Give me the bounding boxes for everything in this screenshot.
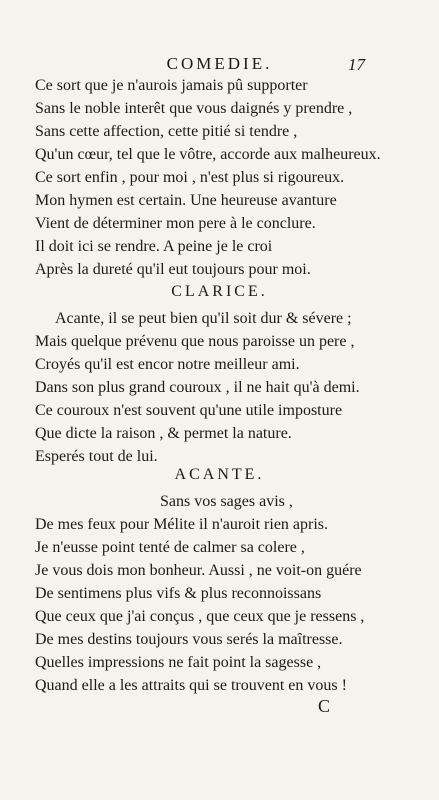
verse-line: Il doit ici se rendre. A peine je le croi xyxy=(35,238,273,255)
verse-line: Croyés qu'il est encor notre meilleur ami. xyxy=(35,356,300,373)
running-title: COMEDIE. xyxy=(166,54,273,73)
verse-line: Quand elle a les attraits qui se trouvent en vous ! xyxy=(35,677,347,694)
page-number: 17 xyxy=(348,55,365,74)
catchword: C xyxy=(318,696,331,716)
verse-line: Mon hymen est certain. Une heureuse avanture xyxy=(35,192,337,209)
verse-line: Qu'un cœur, tel que le vôtre, accorde aux malheureux. xyxy=(35,146,381,163)
verse-line: Sans le noble interêt que vous daignés y prendre , xyxy=(35,100,353,117)
verse-line: Je vous dois mon bonheur. Aussi , ne voit-on guére xyxy=(35,562,362,579)
verse-line: Vient de déterminer mon pere à le conclure. xyxy=(35,215,316,232)
verse-line: Ce sort enfin , pour moi , n'est plus si rigoureux. xyxy=(35,169,345,186)
verse-line: De mes destins toujours vous serés la maîtresse. xyxy=(35,631,343,648)
verse-line: De mes feux pour Mélite il n'auroit rien apris. xyxy=(35,516,329,533)
verse-line: Acante, il se peut bien qu'il soit dur & sévere ; xyxy=(55,310,352,327)
speaker-name: ACANTE. xyxy=(174,466,265,483)
verse-line: Sans cette affection, cette pitié si tendre , xyxy=(35,123,298,140)
verse-line: Que dicte la raison , & permet la nature. xyxy=(35,425,292,442)
verse-line: Dans son plus grand couroux , il ne hait qu'à demi. xyxy=(35,379,360,396)
verse-line: Que ceux que j'ai conçus , que ceux que je ressens , xyxy=(35,608,365,625)
speaker-name: CLARICE. xyxy=(171,283,268,300)
verse-line: Après la dureté qu'il eut toujours pour moi. xyxy=(35,261,311,278)
verse-line: De sentimens plus vifs & plus reconnoissans xyxy=(35,585,322,602)
verse-line: Esperés tout de lui. xyxy=(35,448,158,465)
verse-line: Quelles impressions ne fait point la sagesse , xyxy=(35,654,322,671)
verse-line: Sans vos sages avis , xyxy=(160,493,293,510)
verse-line: Ce sort que je n'aurois jamais pû supporter xyxy=(35,77,308,94)
verse-line: Ce couroux n'est souvent qu'une utile imposture xyxy=(35,402,343,419)
verse-line: Mais quelque prévenu que nous paroisse un pere , xyxy=(35,333,355,350)
verse-line: Je n'eusse point tenté de calmer sa colere , xyxy=(35,539,305,556)
